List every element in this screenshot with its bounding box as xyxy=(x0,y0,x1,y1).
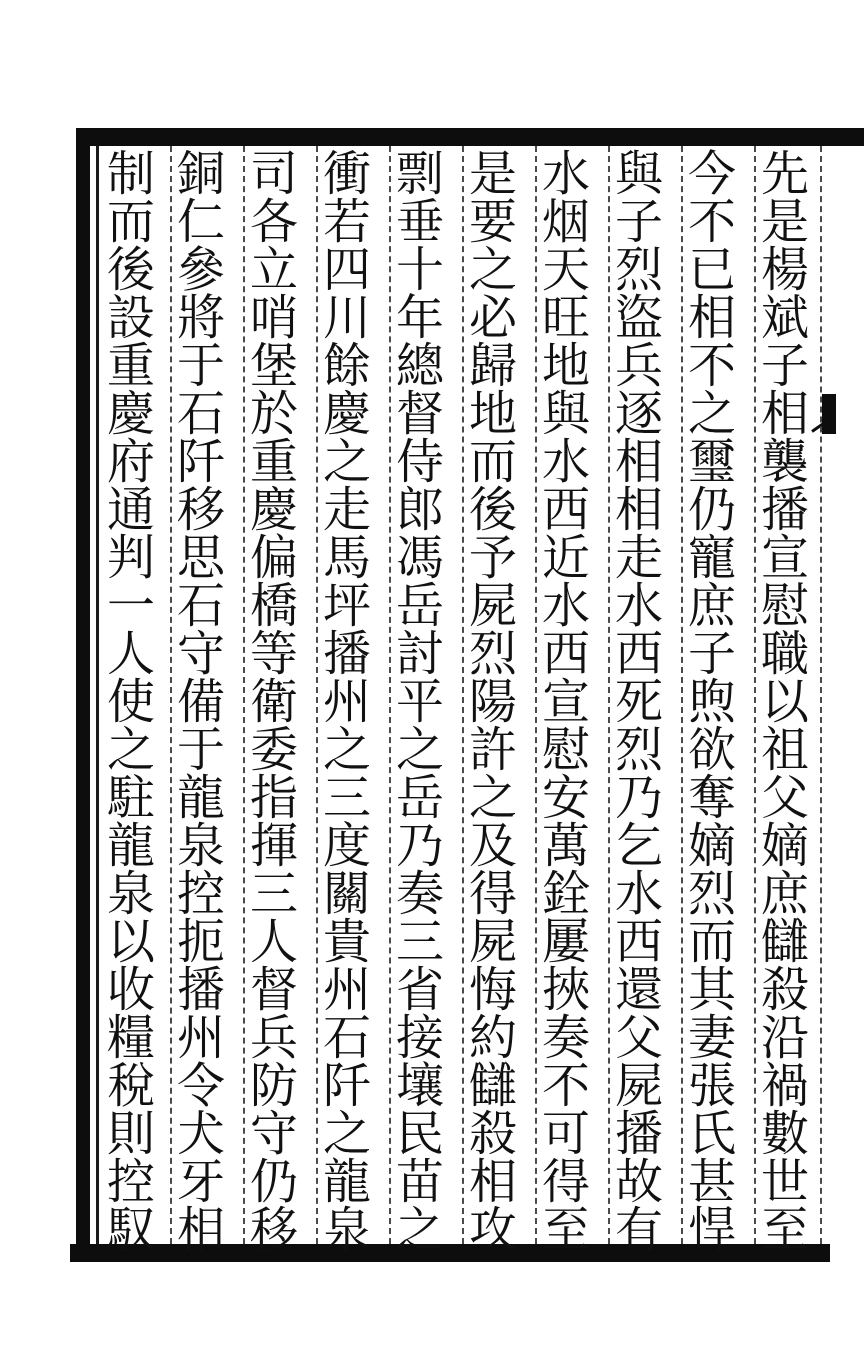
text-column-7 xyxy=(312,146,382,1258)
text-char: 仍 xyxy=(687,482,736,538)
text-char: 使 xyxy=(106,674,155,730)
text-char: 省 xyxy=(395,962,444,1018)
text-char: 移 xyxy=(249,1202,298,1258)
text-char: 是 xyxy=(760,194,809,250)
frame-left-border xyxy=(76,128,90,1262)
text-char: 岳 xyxy=(395,770,444,826)
text-char: 乞 xyxy=(614,818,663,874)
text-char: 與 xyxy=(541,386,590,442)
text-char: 有 xyxy=(614,1202,663,1258)
text-char: 銓 xyxy=(541,866,590,922)
text-char: 讎 xyxy=(468,1058,517,1114)
text-char: 督 xyxy=(249,962,298,1018)
text-char: 欲 xyxy=(687,722,736,778)
text-char: 守 xyxy=(176,626,225,682)
text-char: 播 xyxy=(614,1106,663,1162)
text-char: 旺 xyxy=(541,290,590,346)
text-char: 宣 xyxy=(541,674,590,730)
text-char: 立 xyxy=(249,242,298,298)
text-char: 各 xyxy=(249,194,298,250)
text-char: 馭 xyxy=(106,1202,155,1258)
text-char: 犬 xyxy=(176,1106,225,1162)
text-char: 予 xyxy=(468,530,517,586)
text-char: 石 xyxy=(176,578,225,634)
text-char: 判 xyxy=(106,530,155,586)
text-char: 以 xyxy=(106,914,155,970)
text-char: 可 xyxy=(541,1106,590,1162)
text-char: 水 xyxy=(541,146,590,202)
text-char: 楊 xyxy=(760,242,809,298)
text-char: 烈 xyxy=(687,866,736,922)
text-char: 慶 xyxy=(322,386,371,442)
text-char: 關 xyxy=(322,866,371,922)
text-char: 其 xyxy=(687,962,736,1018)
text-column-6 xyxy=(385,146,455,1258)
text-char: 司 xyxy=(249,146,298,202)
text-char: 璽 xyxy=(687,434,736,490)
text-char: 得 xyxy=(468,866,517,922)
text-char: 數 xyxy=(760,1106,809,1162)
text-char: 得 xyxy=(541,1154,590,1210)
text-char: 播 xyxy=(322,626,371,682)
text-char: 於 xyxy=(249,386,298,442)
text-char: 三 xyxy=(322,770,371,826)
text-char: 討 xyxy=(395,626,444,682)
text-char: 父 xyxy=(614,1010,663,1066)
text-char: 備 xyxy=(176,674,225,730)
text-column-4 xyxy=(531,146,601,1258)
text-char: 重 xyxy=(249,434,298,490)
text-char: 岳 xyxy=(395,578,444,634)
text-char: 屍 xyxy=(468,578,517,634)
text-char: 相 xyxy=(176,1202,225,1258)
text-char: 奪 xyxy=(687,770,736,826)
text-char: 西 xyxy=(614,626,663,682)
text-column-3 xyxy=(604,146,674,1258)
text-char: 及 xyxy=(468,818,517,874)
text-char: 地 xyxy=(468,386,517,442)
text-char: 水 xyxy=(614,578,663,634)
text-char: 通 xyxy=(106,482,155,538)
text-char: 兵 xyxy=(249,1010,298,1066)
text-char: 龍 xyxy=(106,818,155,874)
text-char: 殺 xyxy=(468,1106,517,1162)
text-char: 衛 xyxy=(249,674,298,730)
text-char: 烟 xyxy=(541,194,590,250)
text-char: 苗 xyxy=(395,1154,444,1210)
text-char: 走 xyxy=(614,530,663,586)
text-char: 而 xyxy=(687,914,736,970)
text-char: 貴 xyxy=(322,914,371,970)
text-char: 設 xyxy=(106,290,155,346)
text-char: 人 xyxy=(106,626,155,682)
text-char: 慶 xyxy=(249,482,298,538)
text-char: 之 xyxy=(322,434,371,490)
text-char: 參 xyxy=(176,242,225,298)
text-char: 後 xyxy=(106,242,155,298)
text-char: 總 xyxy=(395,338,444,394)
text-char: 垂 xyxy=(395,194,444,250)
text-char: 不 xyxy=(687,194,736,250)
text-char: 人 xyxy=(249,914,298,970)
text-column-1 xyxy=(750,146,820,1258)
text-column-9 xyxy=(166,146,236,1258)
text-char: 之 xyxy=(322,722,371,778)
text-char: 餘 xyxy=(322,338,371,394)
text-char: 侍 xyxy=(395,434,444,490)
text-char: 一 xyxy=(106,578,155,634)
text-char: 乃 xyxy=(614,770,663,826)
text-char: 委 xyxy=(249,722,298,778)
text-char: 張 xyxy=(687,1058,736,1114)
text-char: 仁 xyxy=(176,194,225,250)
text-char: 子 xyxy=(687,626,736,682)
text-char: 阡 xyxy=(176,434,225,490)
text-column-10 xyxy=(96,146,166,1258)
text-char: 扼 xyxy=(176,914,225,970)
text-char: 相 xyxy=(614,482,663,538)
text-char: 慰 xyxy=(541,722,590,778)
text-char: 祖 xyxy=(760,722,809,778)
text-column-5 xyxy=(458,146,528,1258)
text-char: 必 xyxy=(468,290,517,346)
text-char: 地 xyxy=(541,338,590,394)
text-char: 父 xyxy=(760,770,809,826)
text-char: 奏 xyxy=(541,1010,590,1066)
text-char: 萬 xyxy=(541,818,590,874)
text-char: 逐 xyxy=(614,386,663,442)
text-char: 還 xyxy=(614,962,663,1018)
text-char: 與 xyxy=(614,146,663,202)
text-char: 奏 xyxy=(395,866,444,922)
text-char: 歸 xyxy=(468,338,517,394)
text-char: 之 xyxy=(322,1106,371,1162)
text-char: 悔 xyxy=(468,962,517,1018)
text-char: 于 xyxy=(176,338,225,394)
text-char: 不 xyxy=(687,338,736,394)
text-char: 令 xyxy=(176,1058,225,1114)
text-char: 播 xyxy=(760,482,809,538)
text-char: 則 xyxy=(106,1106,155,1162)
text-char: 州 xyxy=(322,962,371,1018)
text-char: 龍 xyxy=(176,770,225,826)
text-char: 先 xyxy=(760,146,809,202)
text-char: 子 xyxy=(760,338,809,394)
text-char: 屍 xyxy=(468,914,517,970)
text-char: 泉 xyxy=(322,1202,371,1258)
text-char: 烈 xyxy=(614,242,663,298)
column-separator xyxy=(820,146,822,1244)
text-char: 許 xyxy=(468,722,517,778)
text-char: 十 xyxy=(395,242,444,298)
text-char: 子 xyxy=(614,194,663,250)
text-char: 相 xyxy=(760,386,809,442)
text-char: 剽 xyxy=(395,146,444,202)
text-char: 堡 xyxy=(249,338,298,394)
text-char: 殺 xyxy=(760,962,809,1018)
text-char: 死 xyxy=(614,674,663,730)
text-char: 至 xyxy=(760,1202,809,1258)
text-char: 守 xyxy=(249,1106,298,1162)
text-char: 控 xyxy=(106,1154,155,1210)
text-char: 稅 xyxy=(106,1058,155,1114)
text-char: 移 xyxy=(176,482,225,538)
text-char: 相 xyxy=(614,434,663,490)
text-char: 揮 xyxy=(249,818,298,874)
text-char: 收 xyxy=(106,962,155,1018)
text-char: 馮 xyxy=(395,530,444,586)
text-char: 壤 xyxy=(395,1058,444,1114)
text-char: 相 xyxy=(468,1154,517,1210)
text-char: 于 xyxy=(176,722,225,778)
text-char: 州 xyxy=(176,1010,225,1066)
text-char: 西 xyxy=(614,914,663,970)
text-char: 三 xyxy=(395,914,444,970)
text-char: 庶 xyxy=(687,578,736,634)
text-char: 烈 xyxy=(614,722,663,778)
text-char: 平 xyxy=(395,674,444,730)
text-char: 三 xyxy=(249,866,298,922)
text-char: 陽 xyxy=(468,674,517,730)
text-char: 坪 xyxy=(322,578,371,634)
text-char: 攻 xyxy=(468,1202,517,1258)
text-char: 郎 xyxy=(395,482,444,538)
text-char: 讎 xyxy=(760,914,809,970)
text-char: 重 xyxy=(106,338,155,394)
text-char: 後 xyxy=(468,482,517,538)
text-char: 妻 xyxy=(687,1010,736,1066)
text-char: 烈 xyxy=(468,626,517,682)
text-char: 庶 xyxy=(760,866,809,922)
text-char: 兵 xyxy=(614,338,663,394)
text-char: 播 xyxy=(176,962,225,1018)
text-char: 泉 xyxy=(176,818,225,874)
text-char: 銅 xyxy=(176,146,225,202)
text-char: 水 xyxy=(541,578,590,634)
text-char: 年 xyxy=(395,290,444,346)
text-char: 偏 xyxy=(249,530,298,586)
text-char: 挾 xyxy=(541,962,590,1018)
text-char: 盜 xyxy=(614,290,663,346)
text-char: 西 xyxy=(541,626,590,682)
text-char: 世 xyxy=(760,1154,809,1210)
text-char: 阡 xyxy=(322,1058,371,1114)
text-char: 水 xyxy=(614,866,663,922)
text-char: 牙 xyxy=(176,1154,225,1210)
text-char: 而 xyxy=(106,194,155,250)
text-char: 水 xyxy=(541,434,590,490)
text-char: 制 xyxy=(106,146,155,202)
text-char: 州 xyxy=(322,674,371,730)
text-char: 接 xyxy=(395,1010,444,1066)
text-char: 駐 xyxy=(106,770,155,826)
text-char: 屢 xyxy=(541,914,590,970)
text-char: 四 xyxy=(322,242,371,298)
text-char: 襲 xyxy=(760,434,809,490)
text-char: 已 xyxy=(687,242,736,298)
text-char: 氏 xyxy=(687,1106,736,1162)
text-char: 馬 xyxy=(322,530,371,586)
text-column-2 xyxy=(677,146,747,1258)
text-char: 以 xyxy=(760,674,809,730)
text-char: 指 xyxy=(249,770,298,826)
text-char: 防 xyxy=(249,1058,298,1114)
text-char: 斌 xyxy=(760,290,809,346)
text-column-8 xyxy=(239,146,309,1258)
text-char: 故 xyxy=(614,1154,663,1210)
text-char: 天 xyxy=(541,242,590,298)
text-char: 控 xyxy=(176,866,225,922)
text-char: 西 xyxy=(541,482,590,538)
text-char: 約 xyxy=(468,1010,517,1066)
text-char: 度 xyxy=(322,818,371,874)
text-char: 石 xyxy=(176,386,225,442)
text-char: 仍 xyxy=(249,1154,298,1210)
text-char: 嫡 xyxy=(687,818,736,874)
text-char: 不 xyxy=(541,1058,590,1114)
text-char: 甚 xyxy=(687,1154,736,1210)
text-char: 今 xyxy=(687,146,736,202)
text-char: 府 xyxy=(106,434,155,490)
text-char: 相 xyxy=(687,290,736,346)
text-char: 禍 xyxy=(760,1058,809,1114)
text-char: 寵 xyxy=(687,530,736,586)
text-char: 若 xyxy=(322,194,371,250)
text-char: 近 xyxy=(541,530,590,586)
frame-top-border xyxy=(78,128,864,146)
text-char: 之 xyxy=(687,386,736,442)
text-char: 橋 xyxy=(249,578,298,634)
text-char: 哨 xyxy=(249,290,298,346)
text-char: 宣 xyxy=(760,530,809,586)
text-char: 要 xyxy=(468,194,517,250)
text-char: 糧 xyxy=(106,1010,155,1066)
text-char: 煦 xyxy=(687,674,736,730)
text-char: 之 xyxy=(395,722,444,778)
text-char: 慰 xyxy=(760,578,809,634)
text-char: 之 xyxy=(468,770,517,826)
text-char: 川 xyxy=(322,290,371,346)
text-char: 乃 xyxy=(395,818,444,874)
text-char: 慶 xyxy=(106,386,155,442)
text-char: 而 xyxy=(468,434,517,490)
text-char: 衝 xyxy=(322,146,371,202)
text-char: 泉 xyxy=(106,866,155,922)
text-char: 民 xyxy=(395,1106,444,1162)
text-char: 之 xyxy=(395,1202,444,1258)
text-char: 龍 xyxy=(322,1154,371,1210)
text-char: 職 xyxy=(760,626,809,682)
text-char: 之 xyxy=(468,242,517,298)
text-char: 悍 xyxy=(687,1202,736,1258)
text-char: 等 xyxy=(249,626,298,682)
text-char: 是 xyxy=(468,146,517,202)
text-char: 督 xyxy=(395,386,444,442)
text-char: 將 xyxy=(176,290,225,346)
text-char: 沿 xyxy=(760,1010,809,1066)
text-char: 石 xyxy=(322,1010,371,1066)
text-char: 之 xyxy=(106,722,155,778)
text-char: 安 xyxy=(541,770,590,826)
text-char: 思 xyxy=(176,530,225,586)
page-edge-mark xyxy=(822,394,836,434)
text-char: 屍 xyxy=(614,1058,663,1114)
text-char: 走 xyxy=(322,482,371,538)
text-char: 至 xyxy=(541,1202,590,1258)
text-char: 嫡 xyxy=(760,818,809,874)
